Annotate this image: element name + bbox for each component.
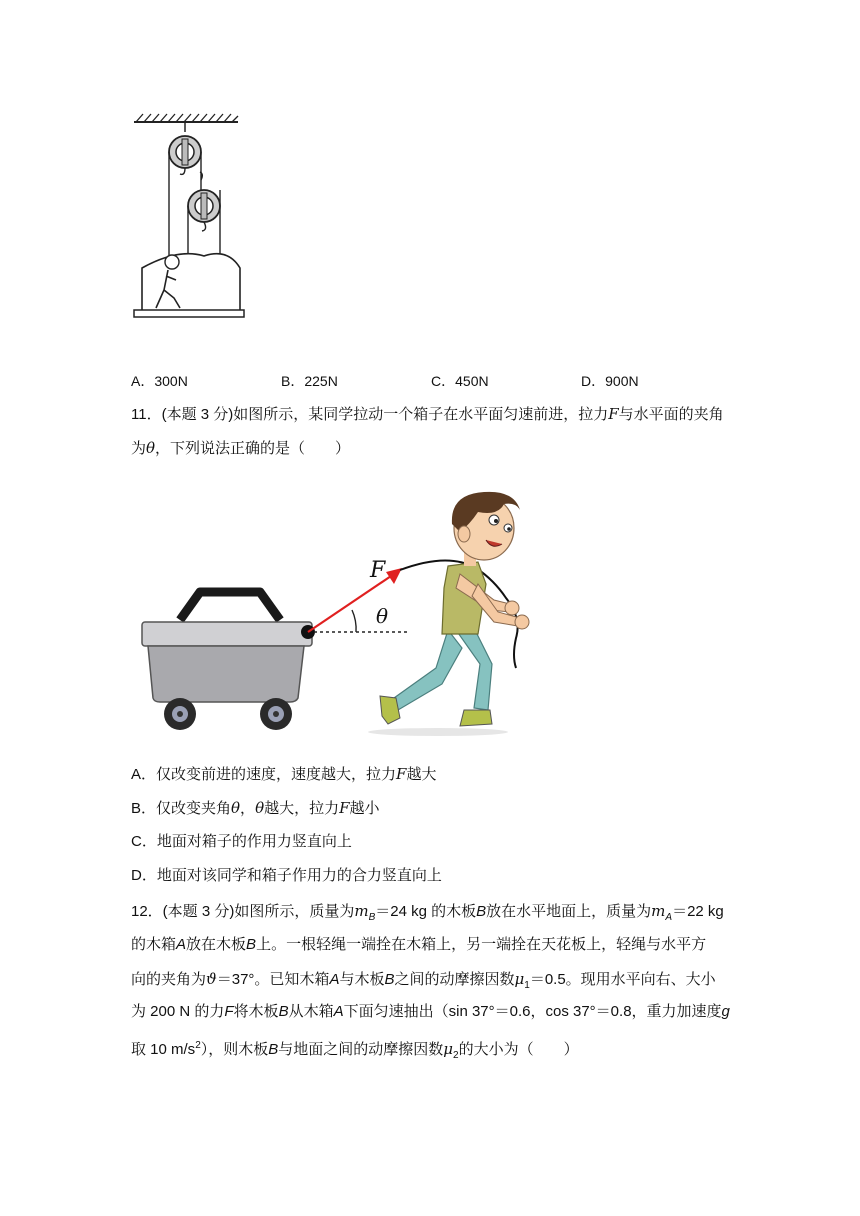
q11-stem-line2 <box>131 438 350 459</box>
q11-stem-line1 <box>131 404 724 425</box>
text-span: 与木板 <box>339 971 385 988</box>
text-span: 与水平面的夹角 <box>618 406 724 423</box>
option-value: 300N <box>154 373 188 389</box>
var-a: A <box>329 971 340 988</box>
text-span: ＝22 kg <box>672 903 724 920</box>
text-span: 之间的动摩擦因数 <box>394 971 515 988</box>
text-span: 越大，拉力 <box>264 800 340 817</box>
var-b: B <box>476 903 487 920</box>
figure-label-angle: θ <box>376 604 389 628</box>
text-span: ＝37°。已知木箱 <box>216 971 330 988</box>
text-span: 为 200 N 的力 <box>131 1003 225 1020</box>
var-theta: ϑ <box>206 970 217 988</box>
var-f: F <box>224 1003 234 1020</box>
text-span: 越小 <box>349 800 380 817</box>
q12-stem-line5 <box>131 1036 579 1066</box>
text-span: 12．(本题 3 分)如图所示，质量为 <box>131 903 355 920</box>
var-g: g <box>721 1003 730 1020</box>
q11-option-b <box>131 798 380 819</box>
q12-stem-line3 <box>131 969 716 996</box>
figure-label-force: F <box>370 558 386 583</box>
text-span: 11．(本题 3 分)如图所示，某同学拉动一个箱子在水平面匀速前进，拉力 <box>131 406 609 423</box>
cart-boy-figure <box>138 488 540 738</box>
text-span: 的大小为（ ） <box>458 1041 579 1058</box>
text-span: B．仅改变夹角 <box>131 800 232 817</box>
var-f: F <box>396 765 407 783</box>
sub-1: 1 <box>524 980 530 991</box>
var-a: A <box>176 936 187 953</box>
var-f: F <box>339 799 350 817</box>
text-span: 上。一根轻绳一端拴在木箱上，另一端拴在天花板上，轻绳与水平方 <box>256 936 707 953</box>
sub-a: A <box>665 912 673 923</box>
text-span: 为 <box>131 440 147 457</box>
sub-b: B <box>368 912 376 923</box>
text-span: ），则木板 <box>200 1041 269 1058</box>
var-mu: μ <box>514 970 525 988</box>
text-span: ， <box>240 800 256 817</box>
q12-stem-line2 <box>131 935 706 955</box>
option-letter: D． <box>581 373 606 389</box>
var-a: A <box>333 1003 344 1020</box>
text-span: 放在水平地面上，质量为 <box>486 903 652 920</box>
var-mu: μ <box>443 1040 454 1058</box>
option-d <box>581 371 639 391</box>
text-span: A．仅改变前进的速度，速度越大，拉力 <box>131 766 397 783</box>
var-theta: θ <box>146 439 156 457</box>
text-span: 的木箱 <box>131 936 177 953</box>
var-theta: θ <box>255 799 265 817</box>
q12-stem-line4 <box>131 1002 730 1022</box>
var-b: B <box>246 936 257 953</box>
option-value: 900N <box>605 373 639 389</box>
text-span: ，下列说法正确的是（ ） <box>155 440 351 457</box>
text-span: C．地面对箱子的作用力竖直向上 <box>131 833 352 850</box>
var-f: F <box>608 405 619 423</box>
var-m: m <box>651 902 666 920</box>
text-span: 从木箱 <box>288 1003 334 1020</box>
text-span: 向的夹角为 <box>131 971 207 988</box>
text-span: 放在木板 <box>186 936 247 953</box>
text-span: 越大 <box>406 766 437 783</box>
text-span: 将木板 <box>233 1003 279 1020</box>
text-span: 取 10 m/s <box>131 1041 196 1058</box>
q11-option-d <box>131 866 442 886</box>
option-letter: A． <box>131 373 155 389</box>
text-span: 与地面之间的动摩擦因数 <box>278 1041 444 1058</box>
option-value: 450N <box>455 373 489 389</box>
option-value: 225N <box>304 373 338 389</box>
var-b: B <box>268 1041 279 1058</box>
pulley-figure <box>128 110 252 324</box>
option-a <box>131 371 188 391</box>
text-span: D．地面对该同学和箱子作用力的合力竖直向上 <box>131 867 442 884</box>
option-letter: B． <box>281 373 305 389</box>
text-span: ＝24 kg 的木板 <box>375 903 477 920</box>
sub-2: 2 <box>453 1050 459 1061</box>
q11-option-c <box>131 832 352 852</box>
option-c <box>431 371 489 391</box>
text-span: 下面匀速抽出（sin 37°＝0.6，cos 37°＝0.8，重力加速度 <box>343 1003 722 1020</box>
var-theta: θ <box>231 799 241 817</box>
q11-option-a <box>131 764 436 785</box>
option-b <box>281 371 338 391</box>
var-b: B <box>384 971 395 988</box>
q12-stem-line1 <box>131 901 724 928</box>
var-b: B <box>278 1003 289 1020</box>
var-m: m <box>354 902 369 920</box>
superscript-2: 2 <box>195 1040 201 1051</box>
text-span: ＝0.5。现用水平向右、大小 <box>529 971 716 988</box>
option-letter: C． <box>431 373 456 389</box>
